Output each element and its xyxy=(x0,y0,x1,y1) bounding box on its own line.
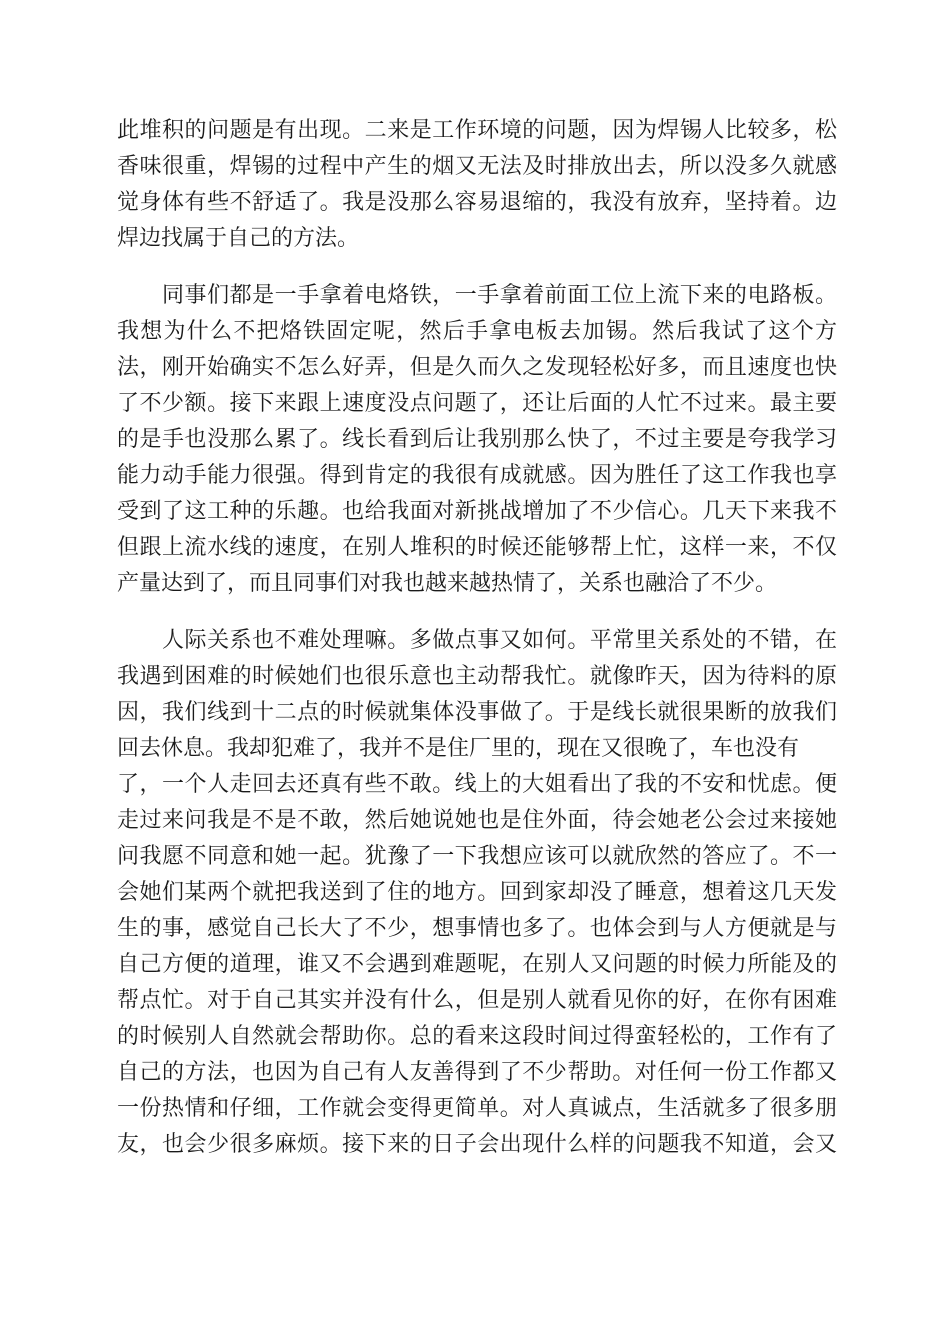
text-line: 产量达到了，而且同事们对我也越来越热情了，关系也融洽了不少。 xyxy=(117,571,778,596)
text-line: 人际关系也不难处理嘛。多做点事又如何。平常里关系处的不错，在 xyxy=(117,628,837,653)
text-line: 因，我们线到十二点的时候就集体没事做了。于是线长就很果断的放我们 xyxy=(117,700,837,725)
text-line: 能力动手能力很强。得到肯定的我很有成就感。因为胜任了这工作我也享 xyxy=(117,463,837,488)
text-line: 我遇到困难的时候她们也很乐意也主动帮我忙。就像昨天，因为待料的原 xyxy=(117,664,837,689)
text-line: 但跟上流水线的速度，在别人堆积的时候还能够帮上忙，这样一来，不仅 xyxy=(117,535,837,560)
text-line: 了，一个人走回去还真有些不敢。线上的大姐看出了我的不安和忧虑。便 xyxy=(117,772,837,797)
text-line: 走过来问我是不是不敢，然后她说她也是住外面，待会她老公会过来接她 xyxy=(117,808,837,833)
text-line: 回去休息。我却犯难了，我并不是住厂里的，现在又很晚了，车也没有 xyxy=(117,736,800,761)
text-line: 帮点忙。对于自己其实并没有什么，但是别人就看见你的好，在你有困难 xyxy=(117,988,837,1013)
text-line: 一份热情和仔细，工作就会变得更简单。对人真诚点，生活就多了很多朋 xyxy=(117,1096,837,1121)
body-text xyxy=(117,113,837,1184)
paragraph-2 xyxy=(117,278,837,602)
paragraph-3 xyxy=(117,623,837,1163)
text-line: 受到了这工种的乐趣。也给我面对新挑战增加了不少信心。几天下来我不 xyxy=(117,499,837,524)
text-line: 会她们某两个就把我送到了住的地方。回到家却没了睡意，想着这几天发 xyxy=(117,880,837,905)
text-line: 同事们都是一手拿着电烙铁，一手拿着前面工位上流下来的电路板。 xyxy=(117,283,837,308)
text-line: 自己方便的道理，谁又不会遇到难题呢，在别人又问题的时候力所能及的 xyxy=(117,952,837,977)
text-line: 觉身体有些不舒适了。我是没那么容易退缩的，我没有放弃，坚持着。边 xyxy=(117,190,837,215)
paragraph-1 xyxy=(117,113,837,257)
text-line: 了不少额。接下来跟上速度没点问题了，还让后面的人忙不过来。最主要 xyxy=(117,391,837,416)
text-line: 的时候别人自然就会帮助你。总的看来这段时间过得蛮轻松的，工作有了 xyxy=(117,1024,837,1049)
text-line: 我想为什么不把烙铁固定呢，然后手拿电板去加锡。然后我试了这个方 xyxy=(117,319,837,344)
text-line: 问我愿不同意和她一起。犹豫了一下我想应该可以就欣然的答应了。不一 xyxy=(117,844,837,869)
text-line: 的是手也没那么累了。线长看到后让我别那么快了，不过主要是夸我学习 xyxy=(117,427,837,452)
text-line: 香味很重，焊锡的过程中产生的烟又无法及时排放出去，所以没多久就感 xyxy=(117,154,837,179)
text-line: 自己的方法，也因为自己有人友善得到了不少帮助。对任何一份工作都又 xyxy=(117,1060,837,1085)
text-line: 此堆积的问题是有出现。二来是工作环境的问题，因为焊锡人比较多，松 xyxy=(117,118,837,143)
text-line: 生的事，感觉自己长大了不少，想事情也多了。也体会到与人方便就是与 xyxy=(117,916,837,941)
text-line: 焊边找属于自己的方法。 xyxy=(117,226,360,251)
text-line: 友，也会少很多麻烦。接下来的日子会出现什么样的问题我不知道，会又 xyxy=(117,1132,837,1157)
text-line: 法，刚开始确实不怎么好弄，但是久而久之发现轻松好多，而且速度也快 xyxy=(117,355,837,380)
